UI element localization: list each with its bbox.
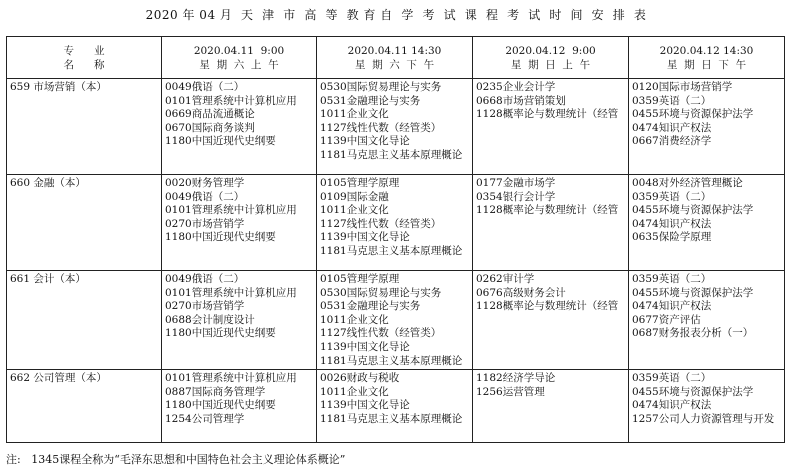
course-item: 1180中国近现代史纲要 <box>165 399 276 412</box>
course-item: 0359英语（二） <box>632 190 712 203</box>
course-item: 1181马克思主义基本原理概论 <box>320 412 463 425</box>
course-item: 1139中国文化导论 <box>320 340 410 353</box>
course-item: 0474知识产权法 <box>632 121 712 134</box>
slot-session: 星 期 日 上 午 <box>510 58 591 71</box>
course-item: 1127线性代数（经管类） <box>320 217 442 230</box>
course-cell <box>473 79 629 175</box>
course-cell <box>473 370 629 443</box>
slot-date: 2020.04.11 14:30 <box>347 44 442 57</box>
course-item: 0677资产评估 <box>632 313 701 326</box>
major-cell <box>7 79 162 175</box>
page-title: 2020 年 04 月 天 津 市 高 等 教 育 自 学 考 试 课 程 考 试 时 间 安 排 表 <box>145 8 647 22</box>
course-item: 1139中国文化导论 <box>320 231 410 244</box>
course-item: 0354银行会计学 <box>476 190 556 203</box>
course-cell <box>317 79 473 175</box>
course-item: 0676高级财务会计 <box>476 286 566 299</box>
slot-session: 星 期 六 下 午 <box>354 58 435 71</box>
course-item: 1254公司管理学 <box>165 412 245 425</box>
course-item: 0670国际商务谈判 <box>165 121 255 134</box>
course-item: 0270市场营销学 <box>165 300 245 313</box>
course-item: 0667消费经济学 <box>632 135 712 148</box>
course-item: 0049俄语（二） <box>165 190 245 203</box>
course-item: 0105管理学原理 <box>320 177 400 189</box>
major-header-line2: 名 称 <box>63 58 105 71</box>
major-cell <box>7 271 162 370</box>
slot-header <box>162 37 317 79</box>
major-header-line1: 专 业 <box>63 44 105 57</box>
course-item: 0635保险学原理 <box>632 231 712 244</box>
course-item: 1181马克思主义基本原理概论 <box>320 244 463 257</box>
course-item: 0455环境与资源保护法学 <box>632 286 754 299</box>
course-item: 1181马克思主义基本原理概论 <box>320 148 463 161</box>
course-item: 0049俄语（二） <box>165 81 245 93</box>
course-item: 1011企业文化 <box>320 204 389 217</box>
course-item: 1011企业文化 <box>320 313 389 326</box>
course-item: 0177金融市场学 <box>476 177 556 189</box>
major-cell <box>7 370 162 443</box>
course-item: 1256运营管理 <box>476 385 545 398</box>
table-row <box>7 271 785 370</box>
course-item: 1180中国近现代史纲要 <box>165 231 276 244</box>
course-item: 1180中国近现代史纲要 <box>165 327 276 340</box>
course-item: 1127线性代数（经管类） <box>320 121 442 134</box>
course-cell <box>162 370 317 443</box>
slot-session: 星 期 六 上 午 <box>199 58 279 71</box>
course-item: 1128概率论与数理统计（经管 <box>476 108 619 121</box>
course-item: 0455环境与资源保护法学 <box>632 108 754 121</box>
major-name: 661 会计（本） <box>10 273 86 285</box>
slot-header <box>629 37 785 79</box>
major-name: 660 金融（本） <box>10 177 86 189</box>
course-item: 1257公司人力资源管理与开发 <box>632 412 775 425</box>
course-item: 1128概率论与数理统计（经管 <box>476 204 619 217</box>
course-cell <box>162 271 317 370</box>
course-item: 1011企业文化 <box>320 385 389 398</box>
course-cell <box>317 175 473 271</box>
table-row <box>7 175 785 271</box>
slot-header <box>473 37 629 79</box>
course-item: 0455环境与资源保护法学 <box>632 385 754 398</box>
slot-date: 2020.04.12 14:30 <box>659 44 754 57</box>
footnote: 注: 1345课程全称为“毛泽东思想和中国特色社会主义理论体系概论” <box>6 453 346 466</box>
course-cell <box>629 370 785 443</box>
course-cell <box>317 271 473 370</box>
course-item: 0887国际商务管理学 <box>165 385 266 398</box>
course-cell <box>629 271 785 370</box>
course-item: 0109国际金融 <box>320 190 389 203</box>
course-item: 0101管理系统中计算机应用 <box>165 286 297 299</box>
course-item: 0105管理学原理 <box>320 273 400 285</box>
course-item: 1139中国文化导论 <box>320 399 410 412</box>
course-item: 0359英语（二） <box>632 273 712 285</box>
course-item: 0262审计学 <box>476 273 535 285</box>
slot-header <box>317 37 473 79</box>
course-cell <box>473 175 629 271</box>
course-cell <box>473 271 629 370</box>
header-row <box>7 37 785 79</box>
course-item: 0530国际贸易理论与实务 <box>320 81 442 93</box>
course-item: 1128概率论与数理统计（经管 <box>476 300 619 313</box>
exam-schedule-table <box>6 36 785 443</box>
slot-date: 2020.04.11 9:00 <box>193 44 285 57</box>
major-name: 659 市场营销（本） <box>10 81 107 93</box>
slot-date: 2020.04.12 9:00 <box>505 44 596 57</box>
course-item: 0359英语（二） <box>632 372 712 385</box>
course-item: 0235企业会计学 <box>476 81 556 93</box>
course-item: 0474知识产权法 <box>632 217 712 230</box>
course-item: 0474知识产权法 <box>632 300 712 313</box>
major-cell <box>7 175 162 271</box>
slot-session: 星 期 日 下 午 <box>666 58 747 71</box>
course-item: 0049俄语（二） <box>165 273 245 285</box>
course-cell <box>629 79 785 175</box>
course-item: 0531金融理论与实务 <box>320 300 421 313</box>
course-item: 0359英语（二） <box>632 94 712 107</box>
course-item: 0101管理系统中计算机应用 <box>165 372 297 385</box>
course-item: 0048对外经济管理概论 <box>632 177 743 189</box>
course-item: 1181马克思主义基本原理概论 <box>320 354 463 367</box>
course-item: 0530国际贸易理论与实务 <box>320 286 442 299</box>
course-item: 0687财务报表分析（一） <box>632 327 754 340</box>
course-item: 0270市场营销学 <box>165 217 245 230</box>
course-item: 0026财政与税收 <box>320 372 400 385</box>
course-cell <box>162 175 317 271</box>
course-item: 0669商品流通概论 <box>165 108 255 121</box>
course-item: 0688会计制度设计 <box>165 313 255 326</box>
course-cell <box>317 370 473 443</box>
table-row <box>7 79 785 175</box>
major-header <box>7 37 162 79</box>
course-item: 1011企业文化 <box>320 108 389 121</box>
course-item: 1180中国近现代史纲要 <box>165 135 276 148</box>
course-item: 0101管理系统中计算机应用 <box>165 94 297 107</box>
course-item: 0668市场营销策划 <box>476 94 566 107</box>
course-item: 1182经济学导论 <box>476 372 556 385</box>
major-name: 662 公司管理（本） <box>10 372 107 385</box>
table-row <box>7 370 785 443</box>
course-item: 0101管理系统中计算机应用 <box>165 204 297 217</box>
course-item: 0474知识产权法 <box>632 399 712 412</box>
course-item: 0455环境与资源保护法学 <box>632 204 754 217</box>
course-item: 0531金融理论与实务 <box>320 94 421 107</box>
course-item: 0120国际市场营销学 <box>632 81 733 93</box>
course-item: 1127线性代数（经管类） <box>320 327 442 340</box>
course-item: 1139中国文化导论 <box>320 135 410 148</box>
course-cell <box>162 79 317 175</box>
course-item: 0020财务管理学 <box>165 177 245 189</box>
course-cell <box>629 175 785 271</box>
